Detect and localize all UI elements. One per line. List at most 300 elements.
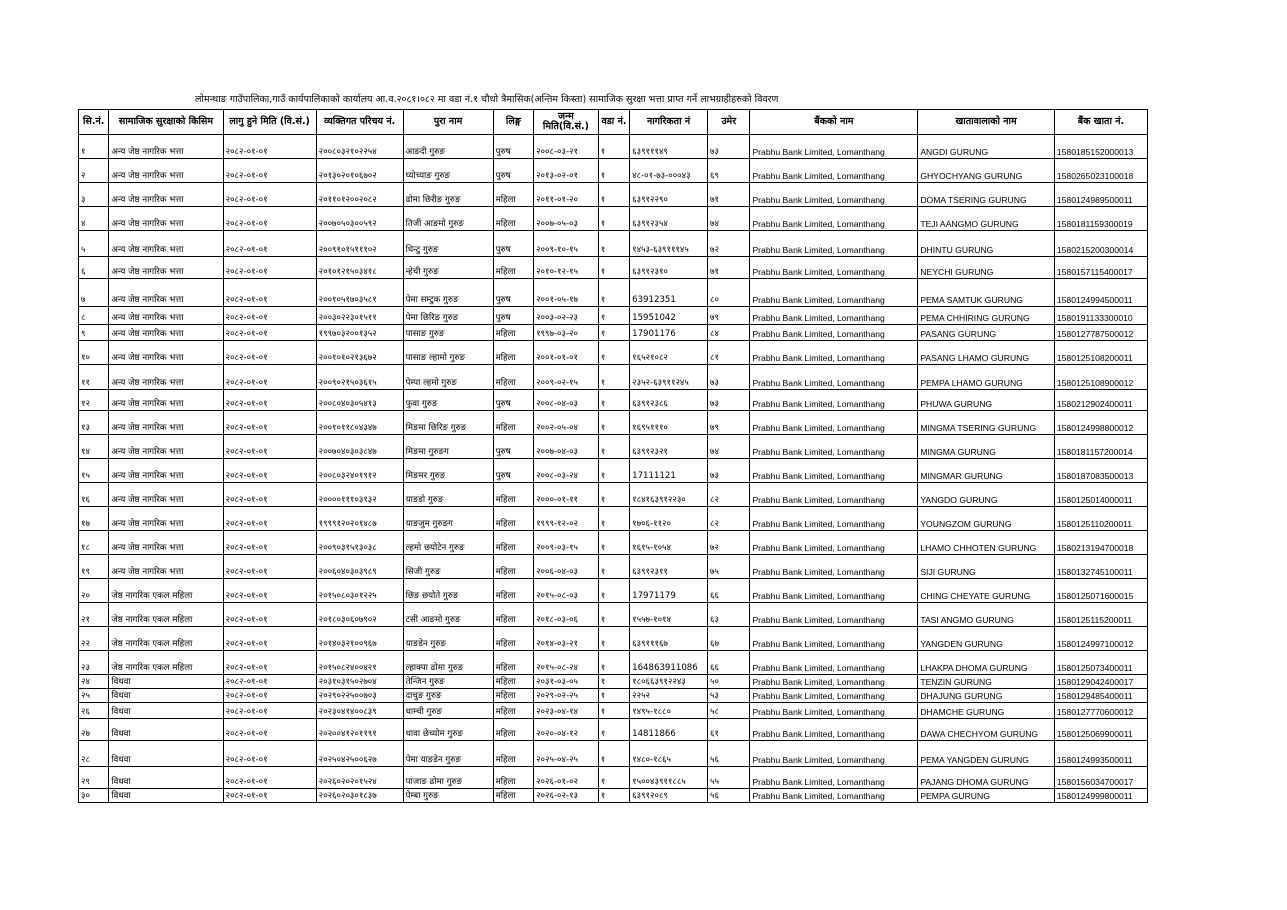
table-row xyxy=(79,579,1148,603)
birth-date-cell: २०१४-०३-२१ xyxy=(534,627,599,651)
age-cell: ८१ xyxy=(707,341,749,365)
birth-date-cell: १९९७-०३-२० xyxy=(534,325,599,341)
personal-id-cell: २००९०२१५०३६१५ xyxy=(316,365,403,390)
header-cell: नागरिकता नं xyxy=(630,110,708,135)
bank-name-cell: Prabhu Bank Limited, Lomanthang xyxy=(750,579,918,603)
birth-date-cell: २०१८-०३-०६ xyxy=(534,603,599,627)
personal-id-cell: २००६०४०३०३९८९ xyxy=(316,555,403,579)
account-no-cell: 1580125071600015 xyxy=(1054,579,1147,603)
personal-id-cell: २०१३०२०१०६७०२ xyxy=(316,159,403,183)
allowance-type-cell: विधवा xyxy=(109,767,223,789)
bank-name-cell: Prabhu Bank Limited, Lomanthang xyxy=(750,279,918,307)
full-name-cell: मिङमर गुरुङ xyxy=(403,459,493,483)
birth-date-cell: २००१-०५-१७ xyxy=(534,279,599,307)
birth-date-cell: २०२६-०१-०२ xyxy=(534,767,599,789)
allowance-type-cell: विधवा xyxy=(109,789,223,803)
sn-cell: ४ xyxy=(79,207,109,231)
ward-no-cell: १ xyxy=(598,135,629,159)
personal-id-cell: २००००१११०३१३२ xyxy=(316,483,403,507)
document-title: लोमन्थाङ गाउँपालिका,गाउँ कार्यपालिकाको कार्यालय आ.व.२०८१।०८२ मा वडा नं.१ चौथो त्रैमासिक(अन्तिम किस्ता) सामाजिक सुरक्षा भत्ता प्राप्त गर्ने लाभग्राहीहरुको विवरण xyxy=(195,94,779,105)
gender-cell: पुरुष xyxy=(493,307,533,325)
full-name-cell: पेमा छिरिङ गुरुङ xyxy=(403,307,493,325)
table-row xyxy=(79,435,1148,459)
effective-date-cell: २०८२-०१-०१ xyxy=(223,719,316,741)
account-holder-cell: LHAMO CHHOTEN GURUNG xyxy=(918,531,1055,555)
bank-name-cell: Prabhu Bank Limited, Lomanthang xyxy=(750,507,918,531)
full-name-cell: फुवा गुरुङ xyxy=(403,390,493,411)
sn-cell: १३ xyxy=(79,411,109,435)
allowance-type-cell: विधवा xyxy=(109,703,223,719)
account-holder-cell: PEMA YANGDEN GURUNG xyxy=(918,741,1055,767)
table-row xyxy=(79,325,1148,341)
citizenship-no-cell: ६३९१२३८६ xyxy=(630,390,708,411)
table-row xyxy=(79,651,1148,675)
sn-cell: १२ xyxy=(79,390,109,411)
header-cell: जन्म मिति(वि.सं.) xyxy=(534,110,599,135)
birth-date-cell: २०२५-०४-२५ xyxy=(534,741,599,767)
gender-cell: पुरुष xyxy=(493,279,533,307)
full-name-cell: टसी आङमो गुरुङ xyxy=(403,603,493,627)
bank-name-cell: Prabhu Bank Limited, Lomanthang xyxy=(750,703,918,719)
personal-id-cell: २००७०४०३०३८४७ xyxy=(316,435,403,459)
citizenship-no-cell: १५५७-१०१४ xyxy=(630,603,708,627)
allowance-type-cell: अन्य जेष्ठ नागरिक भत्ता xyxy=(109,341,223,365)
sn-cell: ६ xyxy=(79,257,109,279)
account-no-cell: 1580125073400011 xyxy=(1054,651,1147,675)
ward-no-cell: १ xyxy=(598,365,629,390)
citizenship-no-cell: ६३९१२३११ xyxy=(630,555,708,579)
sn-cell: २० xyxy=(79,579,109,603)
age-cell: ७४ xyxy=(707,207,749,231)
table-row xyxy=(79,365,1148,390)
gender-cell: महिला xyxy=(493,627,533,651)
allowance-type-cell: विधवा xyxy=(109,719,223,741)
account-holder-cell: DHINTU GURUNG xyxy=(918,231,1055,257)
personal-id-cell: २००७०५०३००५९२ xyxy=(316,207,403,231)
ward-no-cell: १ xyxy=(598,459,629,483)
personal-id-cell: २०२३०४१४००८३९ xyxy=(316,703,403,719)
account-no-cell: 1580125108200011 xyxy=(1054,341,1147,365)
effective-date-cell: २०८२-०१-०१ xyxy=(223,390,316,411)
personal-id-cell: २०३१०३१५०२७०४ xyxy=(316,675,403,689)
table-row xyxy=(79,207,1148,231)
age-cell: ७३ xyxy=(707,365,749,390)
age-cell: ७२ xyxy=(707,231,749,257)
account-no-cell: 1580125110200011 xyxy=(1054,507,1147,531)
effective-date-cell: २०८२-०१-०१ xyxy=(223,435,316,459)
account-holder-cell: PHUWA GURUNG xyxy=(918,390,1055,411)
sn-cell: २९ xyxy=(79,767,109,789)
age-cell: ७३ xyxy=(707,459,749,483)
bank-name-cell: Prabhu Bank Limited, Lomanthang xyxy=(750,483,918,507)
allowance-type-cell: अन्य जेष्ठ नागरिक भत्ता xyxy=(109,459,223,483)
full-name-cell: आङदी गुरुङ xyxy=(403,135,493,159)
bank-name-cell: Prabhu Bank Limited, Lomanthang xyxy=(750,307,918,325)
header-cell: उमेर xyxy=(707,110,749,135)
effective-date-cell: २०८२-०१-०१ xyxy=(223,365,316,390)
bank-name-cell: Prabhu Bank Limited, Lomanthang xyxy=(750,159,918,183)
full-name-cell: ल्हाक्पा ढोमा गुरुङ xyxy=(403,651,493,675)
age-cell: ८२ xyxy=(707,483,749,507)
table-row xyxy=(79,603,1148,627)
ward-no-cell: १ xyxy=(598,651,629,675)
age-cell: ७३ xyxy=(707,390,749,411)
allowance-type-cell: विधवा xyxy=(109,689,223,703)
sn-cell: ७ xyxy=(79,279,109,307)
birth-date-cell: २०१५-०८-०३ xyxy=(534,579,599,603)
personal-id-cell: २००१०१०२१३६७२ xyxy=(316,341,403,365)
gender-cell: महिला xyxy=(493,767,533,789)
allowance-type-cell: जेष्ठ नागरिक एकल महिला xyxy=(109,603,223,627)
account-holder-cell: ANGDI GURUNG xyxy=(918,135,1055,159)
bank-name-cell: Prabhu Bank Limited, Lomanthang xyxy=(750,257,918,279)
ward-no-cell: १ xyxy=(598,703,629,719)
birth-date-cell: १९९९-१२-०२ xyxy=(534,507,599,531)
citizenship-no-cell: १८०६६३९१२२४३ xyxy=(630,675,708,689)
account-no-cell: 1580124989500011 xyxy=(1054,183,1147,207)
sn-cell: ३० xyxy=(79,789,109,803)
bank-name-cell: Prabhu Bank Limited, Lomanthang xyxy=(750,435,918,459)
account-holder-cell: LHAKPA DHOMA GURUNG xyxy=(918,651,1055,675)
bank-name-cell: Prabhu Bank Limited, Lomanthang xyxy=(750,341,918,365)
birth-date-cell: २०२९-०२-२५ xyxy=(534,689,599,703)
account-no-cell: 1580125014000011 xyxy=(1054,483,1147,507)
effective-date-cell: २०८२-०१-०१ xyxy=(223,257,316,279)
citizenship-no-cell: २२५२ xyxy=(630,689,708,703)
citizenship-no-cell: ६३९१२३२१ xyxy=(630,435,708,459)
bank-name-cell: Prabhu Bank Limited, Lomanthang xyxy=(750,789,918,803)
account-holder-cell: SIJI GURUNG xyxy=(918,555,1055,579)
allowance-type-cell: अन्य जेष्ठ नागरिक भत्ता xyxy=(109,435,223,459)
bank-name-cell: Prabhu Bank Limited, Lomanthang xyxy=(750,365,918,390)
full-name-cell: पेम्पा ल्हमो गुरुङ xyxy=(403,365,493,390)
gender-cell: पुरुष xyxy=(493,159,533,183)
effective-date-cell: २०८२-०१-०१ xyxy=(223,741,316,767)
bank-name-cell: Prabhu Bank Limited, Lomanthang xyxy=(750,603,918,627)
ward-no-cell: १ xyxy=(598,507,629,531)
table-row xyxy=(79,741,1148,767)
effective-date-cell: २०८२-०१-०१ xyxy=(223,789,316,803)
account-holder-cell: MINGMAR GURUNG xyxy=(918,459,1055,483)
ward-no-cell: १ xyxy=(598,341,629,365)
table-row xyxy=(79,257,1148,279)
full-name-cell: याङजुम गुरुङग xyxy=(403,507,493,531)
gender-cell: महिला xyxy=(493,555,533,579)
ward-no-cell: १ xyxy=(598,231,629,257)
account-holder-cell: PASANG LHAMO GURUNG xyxy=(918,341,1055,365)
full-name-cell: घ्योच्याङ गुरुङ xyxy=(403,159,493,183)
personal-id-cell: २००३०२२३०१५११ xyxy=(316,307,403,325)
bank-name-cell: Prabhu Bank Limited, Lomanthang xyxy=(750,675,918,689)
account-holder-cell: TEJI AANGMO GURUNG xyxy=(918,207,1055,231)
ward-no-cell: १ xyxy=(598,483,629,507)
citizenship-no-cell: ६३९१२३५४ xyxy=(630,207,708,231)
table-row xyxy=(79,231,1148,257)
citizenship-no-cell: १४५३-६३९१११४५ xyxy=(630,231,708,257)
gender-cell: पुरुष xyxy=(493,459,533,483)
account-holder-cell: NEYCHI GURUNG xyxy=(918,257,1055,279)
gender-cell: महिला xyxy=(493,341,533,365)
personal-id-cell: २०१०१२१५०३४१८ xyxy=(316,257,403,279)
account-no-cell: 1580156034700017 xyxy=(1054,767,1147,789)
bank-name-cell: Prabhu Bank Limited, Lomanthang xyxy=(750,459,918,483)
gender-cell: पुरुष xyxy=(493,231,533,257)
sn-cell: १९ xyxy=(79,555,109,579)
personal-id-cell: २००९०३१५१३०३८ xyxy=(316,531,403,555)
ward-no-cell: १ xyxy=(598,719,629,741)
full-name-cell: पेमा याङडेन गुरुङ xyxy=(403,741,493,767)
ward-no-cell: १ xyxy=(598,741,629,767)
table-row xyxy=(79,689,1148,703)
header-cell: खातावालाको नाम xyxy=(918,110,1055,135)
table-row xyxy=(79,507,1148,531)
table-row xyxy=(79,183,1148,207)
citizenship-no-cell: १४९५-१८८० xyxy=(630,703,708,719)
table-row xyxy=(79,279,1148,307)
birth-date-cell: २०१३-०२-०१ xyxy=(534,159,599,183)
birth-date-cell: २००७-०४-०३ xyxy=(534,435,599,459)
gender-cell: महिला xyxy=(493,651,533,675)
bank-name-cell: Prabhu Bank Limited, Lomanthang xyxy=(750,531,918,555)
table-row xyxy=(79,789,1148,803)
age-cell: ८२ xyxy=(707,507,749,531)
gender-cell: महिला xyxy=(493,483,533,507)
gender-cell: महिला xyxy=(493,365,533,390)
effective-date-cell: २०८२-०१-०१ xyxy=(223,159,316,183)
effective-date-cell: २०८२-०१-०१ xyxy=(223,307,316,325)
citizenship-no-cell: ६३९१२३१० xyxy=(630,257,708,279)
ward-no-cell: १ xyxy=(598,411,629,435)
gender-cell: महिला xyxy=(493,507,533,531)
age-cell: ५६ xyxy=(707,789,749,803)
ward-no-cell: १ xyxy=(598,325,629,341)
sn-cell: २६ xyxy=(79,703,109,719)
effective-date-cell: २०८२-०१-०१ xyxy=(223,507,316,531)
citizenship-no-cell: 17971179 xyxy=(630,579,708,603)
bank-name-cell: Prabhu Bank Limited, Lomanthang xyxy=(750,555,918,579)
sn-cell: १ xyxy=(79,135,109,159)
account-holder-cell: GHYOCHYANG GURUNG xyxy=(918,159,1055,183)
header-cell: पुरा नाम xyxy=(403,110,493,135)
sn-cell: २१ xyxy=(79,603,109,627)
personal-id-cell: २०१४०३२१००९६७ xyxy=(316,627,403,651)
birth-date-cell: २००३-०२-२३ xyxy=(534,307,599,325)
effective-date-cell: २०८२-०१-०१ xyxy=(223,279,316,307)
full-name-cell: मिङमा गुरुङग xyxy=(403,435,493,459)
citizenship-no-cell: ४८-०१-७३-०००४३ xyxy=(630,159,708,183)
effective-date-cell: २०८२-०१-०१ xyxy=(223,183,316,207)
birth-date-cell: २००६-०४-०३ xyxy=(534,555,599,579)
age-cell: ७४ xyxy=(707,435,749,459)
header-cell: सि.नं. xyxy=(79,110,109,135)
allowance-type-cell: जेष्ठ नागरिक एकल महिला xyxy=(109,579,223,603)
effective-date-cell: २०८२-०१-०१ xyxy=(223,531,316,555)
allowance-type-cell: अन्य जेष्ठ नागरिक भत्ता xyxy=(109,365,223,390)
age-cell: ६६ xyxy=(707,579,749,603)
effective-date-cell: २०८२-०१-०१ xyxy=(223,579,316,603)
sn-cell: १४ xyxy=(79,435,109,459)
table-row xyxy=(79,767,1148,789)
full-name-cell: पासाङ गुरुङ xyxy=(403,325,493,341)
account-holder-cell: TENZIN GURUNG xyxy=(918,675,1055,689)
full-name-cell: धिन्टु गुरुङ xyxy=(403,231,493,257)
account-no-cell: 1580181159300019 xyxy=(1054,207,1147,231)
allowance-type-cell: अन्य जेष्ठ नागरिक भत्ता xyxy=(109,231,223,257)
effective-date-cell: २०८२-०१-०१ xyxy=(223,675,316,689)
account-holder-cell: DHAMCHE GURUNG xyxy=(918,703,1055,719)
citizenship-no-cell: १६५२१०८२ xyxy=(630,341,708,365)
citizenship-no-cell: ६३९१२०८९ xyxy=(630,789,708,803)
citizenship-no-cell: १८४१६३९१२२३० xyxy=(630,483,708,507)
full-name-cell: पेम्बा गुरुङ xyxy=(403,789,493,803)
age-cell: ७१ xyxy=(707,257,749,279)
table-row xyxy=(79,627,1148,651)
account-holder-cell: YOUNGZOM GURUNG xyxy=(918,507,1055,531)
sn-cell: २७ xyxy=(79,719,109,741)
table-row xyxy=(79,459,1148,483)
gender-cell: महिला xyxy=(493,741,533,767)
ward-no-cell: १ xyxy=(598,603,629,627)
allowance-type-cell: अन्य जेष्ठ नागरिक भत्ता xyxy=(109,483,223,507)
citizenship-no-cell: १४८०-१८६५ xyxy=(630,741,708,767)
ward-no-cell: १ xyxy=(598,627,629,651)
account-holder-cell: PEMPA GURUNG xyxy=(918,789,1055,803)
personal-id-cell: २०१५०८२४००४२१ xyxy=(316,651,403,675)
bank-name-cell: Prabhu Bank Limited, Lomanthang xyxy=(750,325,918,341)
allowance-type-cell: विधवा xyxy=(109,675,223,689)
gender-cell: पुरुष xyxy=(493,435,533,459)
table-row xyxy=(79,555,1148,579)
ward-no-cell: १ xyxy=(598,689,629,703)
gender-cell: पुरुष xyxy=(493,390,533,411)
citizenship-no-cell: ६३९१११४९ xyxy=(630,135,708,159)
header-cell: बैंक खाता नं. xyxy=(1054,110,1147,135)
full-name-cell: तेन्जिन गुरुङ xyxy=(403,675,493,689)
bank-name-cell: Prabhu Bank Limited, Lomanthang xyxy=(750,231,918,257)
account-holder-cell: PAJANG DHOMA GURUNG xyxy=(918,767,1055,789)
sn-cell: ३ xyxy=(79,183,109,207)
full-name-cell: दाचुङ गुरुङ xyxy=(403,689,493,703)
citizenship-no-cell: १५००४३९११८८५ xyxy=(630,767,708,789)
account-no-cell: 1580124997100012 xyxy=(1054,627,1147,651)
beneficiary-table xyxy=(78,109,1148,803)
table-row xyxy=(79,411,1148,435)
gender-cell: पुरुष xyxy=(493,135,533,159)
table-row xyxy=(79,703,1148,719)
table-row xyxy=(79,159,1148,183)
effective-date-cell: २०८२-०१-०१ xyxy=(223,627,316,651)
citizenship-no-cell: ६३९१२२९० xyxy=(630,183,708,207)
account-no-cell: 1580125108900012 xyxy=(1054,365,1147,390)
sn-cell: ९ xyxy=(79,325,109,341)
bank-name-cell: Prabhu Bank Limited, Lomanthang xyxy=(750,411,918,435)
gender-cell: महिला xyxy=(493,703,533,719)
full-name-cell: तिजी आङमो गुरुङ xyxy=(403,207,493,231)
age-cell: ७९ xyxy=(707,307,749,325)
effective-date-cell: २०८२-०१-०१ xyxy=(223,483,316,507)
allowance-type-cell: अन्य जेष्ठ नागरिक भत्ता xyxy=(109,207,223,231)
allowance-type-cell: जेष्ठ नागरिक एकल महिला xyxy=(109,627,223,651)
age-cell: ५० xyxy=(707,675,749,689)
age-cell: ८४ xyxy=(707,325,749,341)
age-cell: ६६ xyxy=(707,651,749,675)
effective-date-cell: २०८२-०१-०१ xyxy=(223,767,316,789)
account-no-cell: 1580129042400017 xyxy=(1054,675,1147,689)
effective-date-cell: २०८२-०१-०१ xyxy=(223,411,316,435)
full-name-cell: धाम्ची गुरुङ xyxy=(403,703,493,719)
table-row xyxy=(79,719,1148,741)
header-cell: व्यक्तिगत परिचय नं. xyxy=(316,110,403,135)
bank-name-cell: Prabhu Bank Limited, Lomanthang xyxy=(750,390,918,411)
sn-cell: १८ xyxy=(79,531,109,555)
full-name-cell: सिजी गुरुङ xyxy=(403,555,493,579)
citizenship-no-cell: 15951042 xyxy=(630,307,708,325)
table-row xyxy=(79,531,1148,555)
account-no-cell: 1580185152000013 xyxy=(1054,135,1147,159)
full-name-cell: छिङ छयोते गुरुङ xyxy=(403,579,493,603)
sn-cell: १६ xyxy=(79,483,109,507)
gender-cell: महिला xyxy=(493,689,533,703)
age-cell: ५३ xyxy=(707,689,749,703)
gender-cell: महिला xyxy=(493,411,533,435)
full-name-cell: ल्हमो छयोटेन गुरुङ xyxy=(403,531,493,555)
citizenship-no-cell: 164863911086 xyxy=(630,651,708,675)
effective-date-cell: २०८२-०१-०१ xyxy=(223,135,316,159)
birth-date-cell: २०००-०१-११ xyxy=(534,483,599,507)
citizenship-no-cell: १६९५१११० xyxy=(630,411,708,435)
personal-id-cell: २००८०४०३०५४१३ xyxy=(316,390,403,411)
account-holder-cell: PEMA SAMTUK GURUNG xyxy=(918,279,1055,307)
account-no-cell: 1580124994500011 xyxy=(1054,279,1147,307)
ward-no-cell: १ xyxy=(598,159,629,183)
sn-cell: ५ xyxy=(79,231,109,257)
bank-name-cell: Prabhu Bank Limited, Lomanthang xyxy=(750,767,918,789)
citizenship-no-cell: 14811866 xyxy=(630,719,708,741)
ward-no-cell: १ xyxy=(598,789,629,803)
gender-cell: महिला xyxy=(493,257,533,279)
personal-id-cell: २००८०३२१०२२५४ xyxy=(316,135,403,159)
sn-cell: १५ xyxy=(79,459,109,483)
sn-cell: २ xyxy=(79,159,109,183)
personal-id-cell: १९९९१२०२०१४८७ xyxy=(316,507,403,531)
allowance-type-cell: अन्य जेष्ठ नागरिक भत्ता xyxy=(109,531,223,555)
effective-date-cell: २०८२-०१-०१ xyxy=(223,231,316,257)
personal-id-cell: १९९७०३२००१३५२ xyxy=(316,325,403,341)
full-name-cell: न्हेची गुरुङ xyxy=(403,257,493,279)
bank-name-cell: Prabhu Bank Limited, Lomanthang xyxy=(750,207,918,231)
citizenship-no-cell: 17901176 xyxy=(630,325,708,341)
sn-cell: २८ xyxy=(79,741,109,767)
effective-date-cell: २०८२-०१-०१ xyxy=(223,325,316,341)
age-cell: ७९ xyxy=(707,411,749,435)
sn-cell: २३ xyxy=(79,651,109,675)
effective-date-cell: २०८२-०१-०१ xyxy=(223,207,316,231)
account-no-cell: 1580129485400011 xyxy=(1054,689,1147,703)
ward-no-cell: १ xyxy=(598,579,629,603)
citizenship-no-cell: ६३९१११६७ xyxy=(630,627,708,651)
effective-date-cell: २०८२-०१-०१ xyxy=(223,341,316,365)
account-no-cell: 1580212902400011 xyxy=(1054,390,1147,411)
birth-date-cell: २००८-०३-२४ xyxy=(534,459,599,483)
account-no-cell: 1580213194700018 xyxy=(1054,531,1147,555)
allowance-type-cell: अन्य जेष्ठ नागरिक भत्ता xyxy=(109,135,223,159)
allowance-type-cell: अन्य जेष्ठ नागरिक भत्ता xyxy=(109,279,223,307)
gender-cell: महिला xyxy=(493,719,533,741)
personal-id-cell: २०२००४१२०११९१ xyxy=(316,719,403,741)
account-holder-cell: MINGMA TSERING GURUNG xyxy=(918,411,1055,435)
account-no-cell: 1580124993500011 xyxy=(1054,741,1147,767)
gender-cell: महिला xyxy=(493,603,533,627)
